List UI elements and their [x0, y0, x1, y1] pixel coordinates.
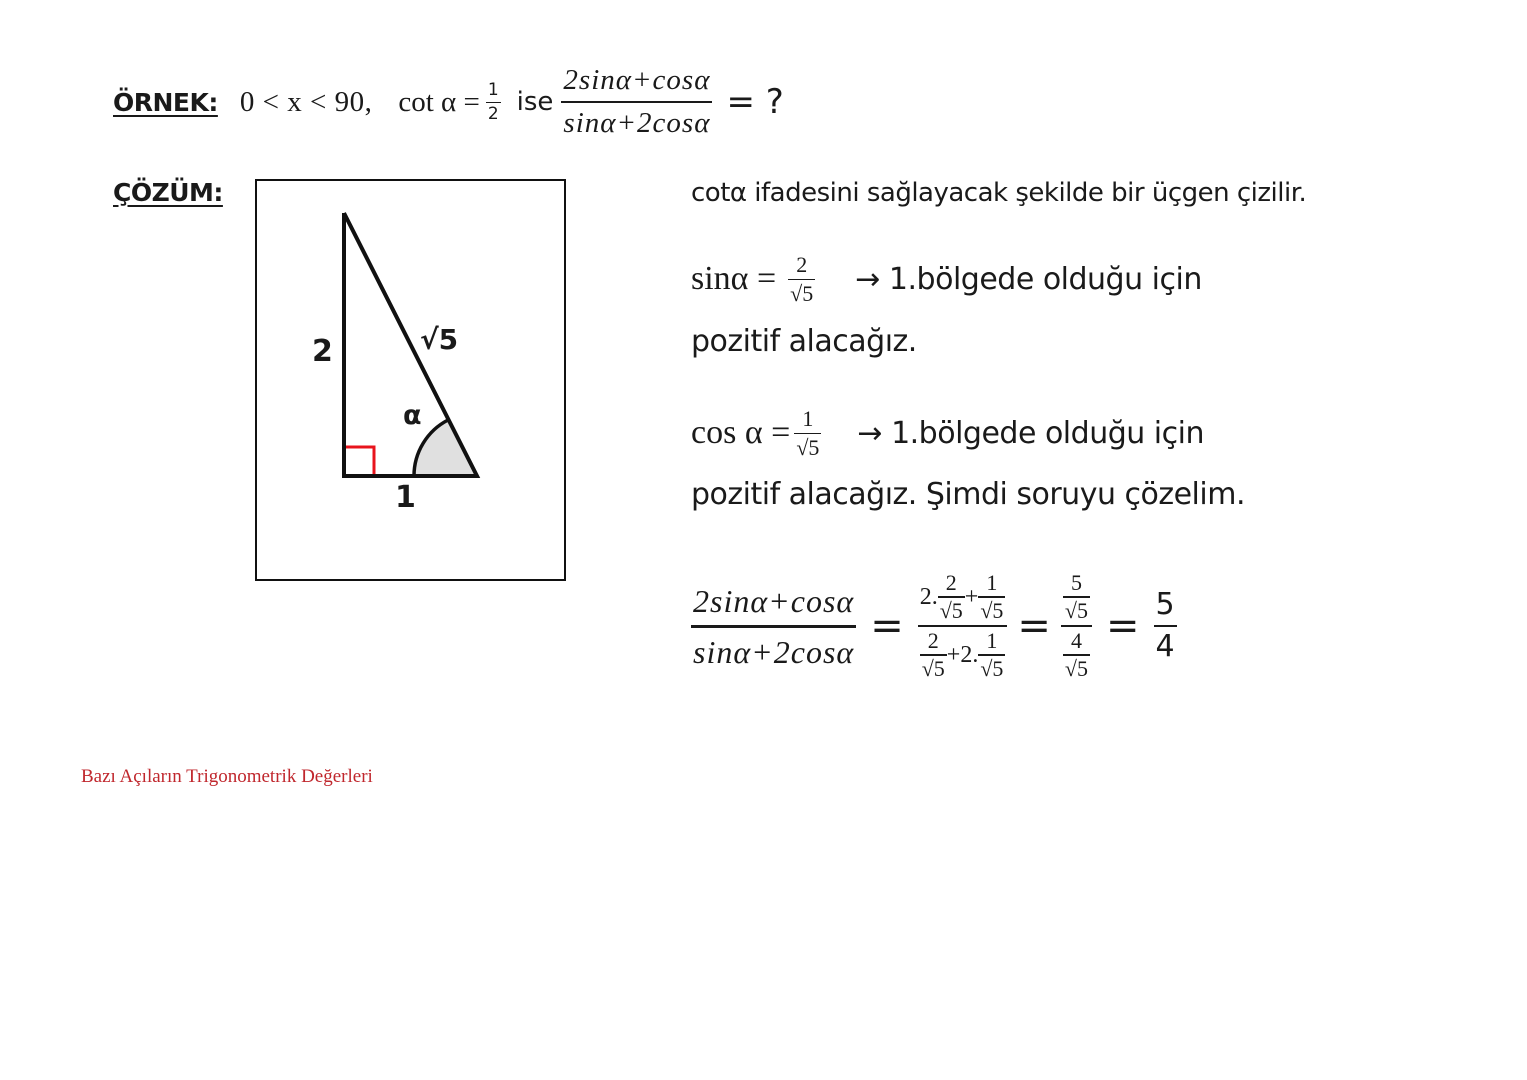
cot-num: 1 [487, 79, 499, 100]
step2-den [1061, 630, 1092, 680]
cot-lhs: cot α = [398, 85, 480, 118]
step1-den-f1 [920, 630, 947, 680]
sin-fraction [788, 251, 815, 306]
sin-note-continued: pozitif alacağız. [691, 324, 917, 359]
fraction-bar [691, 625, 856, 628]
angle-arc-fill [414, 420, 477, 476]
f-den: √5 [980, 656, 1004, 681]
result-num: 5 [1155, 587, 1175, 622]
f-num: 5 [1070, 570, 1082, 595]
step1 [918, 572, 1008, 680]
step1-coef: 2. [919, 584, 938, 610]
ise-word: ise [516, 87, 554, 117]
step2 [1061, 572, 1092, 680]
cos-note: → 1.bölgede olduğu için [857, 415, 1204, 451]
cos-line [691, 398, 1204, 468]
f-num: 2 [945, 570, 957, 595]
side-label-vertical: 2 [312, 334, 333, 369]
fraction-bar [1061, 625, 1092, 627]
fraction-bar [918, 625, 1008, 627]
f-num: 1 [986, 628, 998, 653]
equals-sign: = [1017, 603, 1051, 649]
result [1154, 587, 1177, 664]
f-num: 1 [986, 570, 998, 595]
example-heading: ÖRNEK: [113, 87, 218, 117]
plus-two: +2. [946, 642, 979, 668]
example-condition: 0 < x < 90, [239, 85, 373, 118]
calc-lhs-num: 2sinα+cosα [693, 582, 855, 619]
step1-num-f2 [978, 572, 1005, 622]
step1-num [918, 572, 1008, 622]
sin-lhs: sinα = [691, 260, 777, 297]
sin-note: → 1.bölgede olduğu için [855, 261, 1202, 297]
sin-line [691, 244, 1202, 314]
equals-question: = ? [726, 82, 784, 122]
cos-num: 1 [802, 405, 814, 431]
calc-lhs [691, 582, 856, 670]
sin-num: 2 [796, 251, 808, 277]
cot-den: 2 [487, 103, 499, 124]
f-den: √5 [1064, 656, 1088, 681]
step1-den [918, 630, 1008, 680]
f-den: √5 [939, 598, 963, 623]
cos-den: √5 [796, 434, 820, 460]
trig-values-link[interactable]: Bazı Açıların Trigonometrik Değerleri [81, 766, 373, 787]
cos-fraction [794, 405, 821, 460]
fraction-bar [1154, 625, 1177, 627]
equals-sign: = [1106, 603, 1140, 649]
plus: + [964, 584, 979, 610]
expr-num: 2sinα+cosα [563, 64, 711, 96]
f-num: 4 [1070, 628, 1082, 653]
step1-num-f1 [938, 572, 965, 622]
step2-num [1061, 572, 1092, 622]
solution-heading: ÇÖZÜM: [113, 178, 223, 207]
right-angle-marker [344, 447, 374, 476]
intro-text: cotα ifadesini sağlayacak şekilde bir üçgen çizilir. [691, 178, 1307, 208]
f-num: 2 [927, 628, 939, 653]
sin-den: √5 [790, 280, 814, 306]
cos-lhs: cos α = [691, 414, 791, 451]
calculation [691, 556, 1177, 696]
calc-lhs-den: sinα+2cosα [693, 633, 855, 670]
angle-label: α [403, 400, 422, 431]
side-label-hypotenuse: √5 [420, 323, 459, 356]
fraction-bar [788, 279, 815, 280]
right-triangle-diagram [0, 0, 600, 600]
side-label-base: 1 [395, 480, 416, 515]
result-den: 4 [1155, 629, 1175, 664]
f-den: √5 [980, 598, 1004, 623]
cos-note-continued: pozitif alacağız. Şimdi soruyu çözelim. [691, 477, 1245, 512]
expr-den: sinα+2cosα [563, 107, 711, 139]
f-den: √5 [1064, 598, 1088, 623]
equals-sign: = [870, 603, 904, 649]
f-den: √5 [921, 656, 945, 681]
step1-den-f2 [978, 630, 1005, 680]
fraction-bar [794, 433, 821, 434]
